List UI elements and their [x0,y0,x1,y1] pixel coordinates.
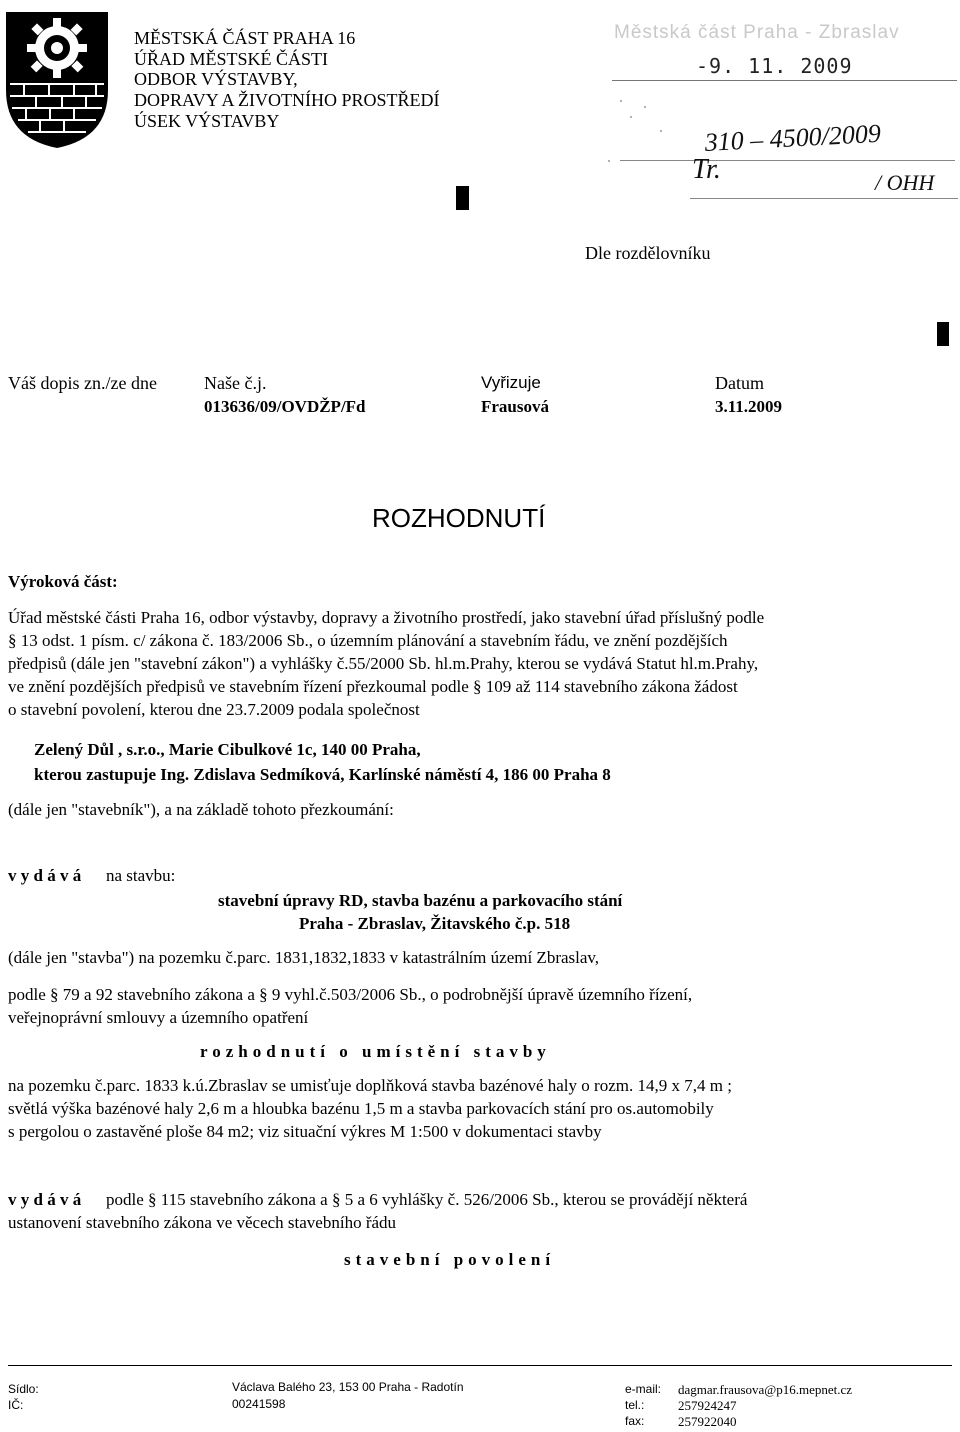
header-line: DOPRAVY A ŽIVOTNÍHO PROSTŘEDÍ [134,90,440,111]
after-applicant-text: (dále jen "stavebník"), a na základě tohoto přezkoumání: [8,800,394,819]
your-letter-label: Váš dopis zn./ze dne [8,373,157,393]
our-ref-label: Naše č.j. [204,373,267,393]
text-line: § 13 odst. 1 písm. c/ zákona č. 183/2006 Sb., o územním plánování a stavebním řádu, ve znění pozdějších [8,631,728,650]
legal-basis-text: ustanovení stavebního zákona ve věcech stavebního řádu [8,1213,397,1232]
building-description: stavební úpravy RD, stavba bazénu a parkovacího stání [218,891,623,910]
stamp-line [612,80,957,81]
legal-basis-text: podle § 79 a 92 stavebního zákona a § 9 vyhl.č.503/2006 Sb., o podrobnější úpravě územního řízení, [8,985,693,1004]
mark-square [937,322,949,346]
registry-stamp [600,10,960,210]
applicant-representative: kterou zastupuje Ing. Zdislava Sedmíková, Karlínské náměstí 4, 186 00 Praha 8 [34,765,611,784]
recipient: Dle rozdělovníku [585,243,711,263]
stamp-office: Městská část Praha - Zbraslav [614,22,900,43]
handled-by-label: Vyřizuje [481,373,541,392]
handled-by-value: Frausová [481,397,549,416]
text-line: Úřad městské části Praha 16, odbor výstavby, dopravy a životního prostředí, jako stavební úřad příslušný podle [8,608,765,627]
issuer-header [134,28,440,131]
phone-label: tel.: [625,1398,645,1412]
building-permit-heading: stavební povolení [344,1250,556,1269]
section-label: Výroková část: [8,572,118,591]
issues-label: v y d á v á [8,866,82,885]
paragraph-intro [8,608,953,723]
text-line: s pergolou o zastavěné ploše 84 m2; viz situační výkres M 1:500 v dokumentaci stavby [8,1122,602,1141]
applicant-name: Zelený Důl , s.r.o., Marie Cibulkové 1c, 140 00 Praha, [34,740,421,759]
for-building-label: na stavbu: [106,866,176,885]
text-line: předpisů (dále jen "stavební zákon") a vyhlášky č.55/2000 Sb. hl.m.Prahy, kterou se vydává Statut hl.m.Prahy, [8,654,759,673]
our-ref-value: 013636/09/OVDŽP/Fd [204,397,366,416]
stamp-line [620,160,955,161]
plot-text: (dále jen "stavba") na pozemku č.parc. 1831,1832,1833 v katastrálním území Zbraslav, [8,948,600,967]
header-line: MĚSTSKÁ ČÁST PRAHA 16 [134,28,356,48]
fax-label: fax: [625,1414,645,1428]
legal-basis-text: podle § 115 stavebního zákona a § 5 a 6 vyhlášky č. 526/2006 Sb., kterou se provádějí některá [106,1190,748,1209]
placement-details [8,1076,953,1145]
email-value[interactable]: dagmar.frausova@p16.mepnet.cz [678,1382,853,1397]
document-title: ROZHODNUTÍ [372,503,546,533]
building-address: Praha - Zbraslav, Žitavského č.p. 518 [299,914,571,933]
stamp-tail: / OHH [875,170,935,195]
date-value: 3.11.2009 [715,397,783,416]
placement-decision-heading: rozhodnutí o umístění stavby [200,1042,551,1061]
email-label: e-mail: [625,1382,662,1396]
text-line: na pozemku č.parc. 1833 k.ú.Zbraslav se umisťuje doplňková stavba bazénové haly o rozm. 14,9 x 7,4 m ; [8,1076,732,1095]
date-label: Datum [715,373,764,393]
fax-value: 257922040 [678,1414,737,1429]
office-address: Václava Balého 23, 153 00 Praha - Radotín [232,1380,464,1394]
header-line: ODBOR VÝSTAVBY, [134,69,298,90]
stamp-line [690,198,958,199]
phone-value: 257924247 [678,1398,737,1413]
text-line: o stavební povolení, kterou dne 23.7.2009 podala společnost [8,700,420,719]
stamp-date: -9. 11. 2009 [696,54,853,78]
stamp-initials: Tr. [692,154,721,185]
coat-of-arms-logo [4,10,110,150]
seat-label: Sídlo: [8,1382,39,1396]
text-line: ve znění pozdějších předpisů ve stavebním řízení přezkoumal podle § 109 až 114 stavebního zákona žádost [8,677,738,696]
footer-divider [8,1365,952,1366]
stamp-reference: 310 – 4500/2009 [704,118,882,157]
issues-label: v y d á v á [8,1190,82,1209]
text-line: světlá výška bazénové haly 2,6 m a hloubka bazénu 1,5 m a stavba parkovacích stání pro os.automobily [8,1099,714,1118]
header-line: ÚŘAD MĚSTSKÉ ČÁSTI [134,48,329,69]
company-id-label: IČ: [8,1398,24,1412]
legal-basis-text: veřejnoprávní smlouvy a územního opatření [8,1008,309,1027]
company-id-value: 00241598 [232,1397,286,1411]
mark-square [456,186,469,210]
header-line: ÚSEK VÝSTAVBY [134,110,280,131]
